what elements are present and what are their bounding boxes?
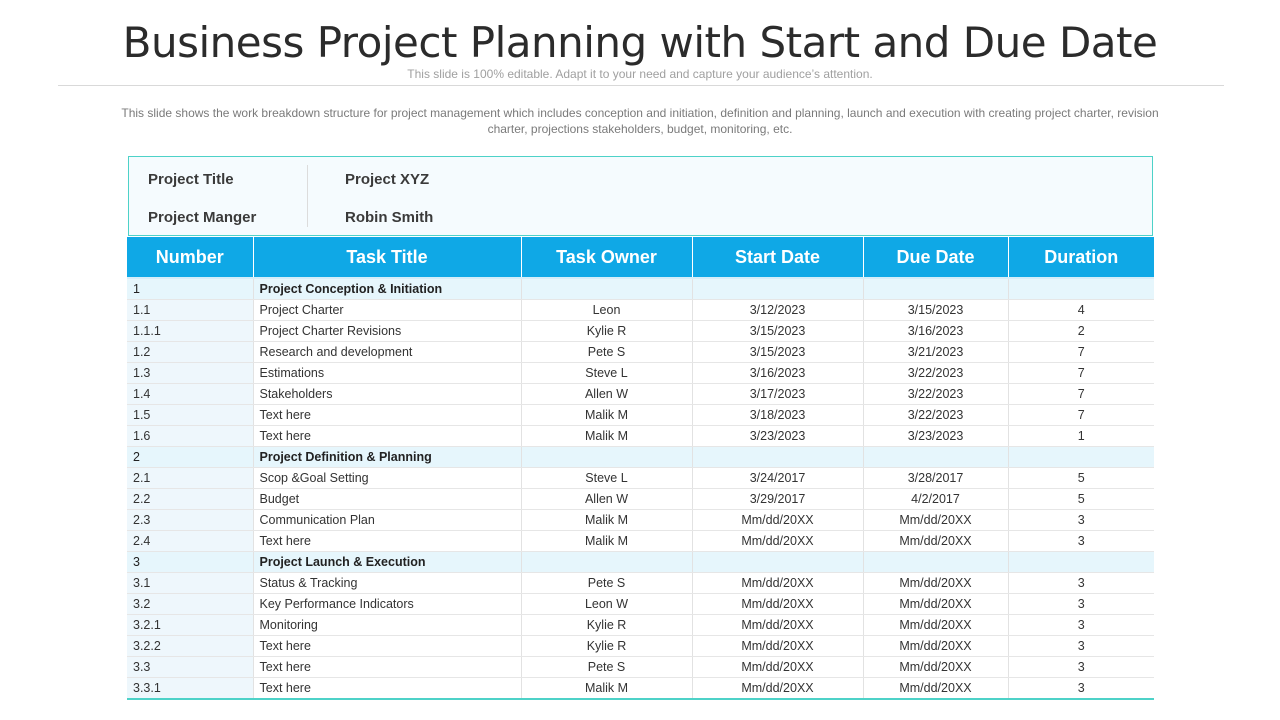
table-row — [127, 636, 1154, 657]
cell-number: 3.3.1 — [127, 678, 253, 700]
table-row — [127, 384, 1154, 405]
cell-due-date — [863, 552, 1008, 573]
cell-duration: 2 — [1008, 321, 1154, 342]
cell-number: 1.1.1 — [127, 321, 253, 342]
table-row — [127, 321, 1154, 342]
cell-task-title: Status & Tracking — [253, 573, 521, 594]
cell-task-owner: Pete S — [521, 342, 692, 363]
cell-number: 2.3 — [127, 510, 253, 531]
cell-task-owner: Malik M — [521, 531, 692, 552]
cell-duration: 3 — [1008, 510, 1154, 531]
cell-task-title: Estimations — [253, 363, 521, 384]
cell-task-title: Text here — [253, 678, 521, 700]
cell-start-date — [692, 447, 863, 468]
cell-task-owner: Steve L — [521, 363, 692, 384]
cell-due-date: Mm/dd/20XX — [863, 531, 1008, 552]
cell-duration: 7 — [1008, 405, 1154, 426]
cell-duration: 7 — [1008, 363, 1154, 384]
cell-task-title: Budget — [253, 489, 521, 510]
cell-start-date: 3/16/2023 — [692, 363, 863, 384]
cell-task-owner: Allen W — [521, 489, 692, 510]
task-table — [127, 237, 1154, 700]
cell-number: 2.4 — [127, 531, 253, 552]
cell-task-owner — [521, 552, 692, 573]
project-manager-label: Project Manger — [148, 209, 257, 226]
table-row — [127, 678, 1154, 700]
cell-due-date: 3/16/2023 — [863, 321, 1008, 342]
cell-task-owner — [521, 278, 692, 300]
table-row — [127, 510, 1154, 531]
cell-due-date — [863, 278, 1008, 300]
cell-start-date: 3/15/2023 — [692, 342, 863, 363]
cell-duration: 7 — [1008, 384, 1154, 405]
cell-task-title: Monitoring — [253, 615, 521, 636]
header-duration: Duration — [1008, 237, 1154, 278]
project-title-row — [129, 161, 1152, 199]
cell-due-date: Mm/dd/20XX — [863, 573, 1008, 594]
cell-due-date: Mm/dd/20XX — [863, 510, 1008, 531]
cell-task-owner — [521, 447, 692, 468]
section-row — [127, 552, 1154, 573]
cell-due-date — [863, 447, 1008, 468]
cell-start-date: Mm/dd/20XX — [692, 678, 863, 700]
cell-start-date: Mm/dd/20XX — [692, 615, 863, 636]
table-row — [127, 468, 1154, 489]
cell-start-date: Mm/dd/20XX — [692, 510, 863, 531]
project-info-box — [128, 156, 1153, 236]
cell-task-title: Text here — [253, 426, 521, 447]
cell-start-date: Mm/dd/20XX — [692, 636, 863, 657]
cell-number: 1.3 — [127, 363, 253, 384]
cell-start-date: 3/29/2017 — [692, 489, 863, 510]
cell-duration — [1008, 278, 1154, 300]
header-task-owner: Task Owner — [521, 237, 692, 278]
cell-task-owner: Kylie R — [521, 615, 692, 636]
cell-duration: 3 — [1008, 594, 1154, 615]
cell-task-title: Text here — [253, 531, 521, 552]
cell-task-owner: Malik M — [521, 405, 692, 426]
project-title-label: Project Title — [148, 171, 234, 188]
page-title: Business Project Planning with Start and Due Date — [122, 18, 1158, 67]
cell-task-title: Text here — [253, 405, 521, 426]
project-title-value: Project XYZ — [345, 171, 430, 188]
cell-due-date: 3/15/2023 — [863, 300, 1008, 321]
cell-start-date: Mm/dd/20XX — [692, 657, 863, 678]
project-manager-row — [129, 199, 1152, 237]
cell-start-date — [692, 278, 863, 300]
table-row — [127, 342, 1154, 363]
cell-task-title: Research and development — [253, 342, 521, 363]
page-description: This slide shows the work breakdown structure for project management which includes conception and initiation, definition and planning, launch and execution with creating project charter, revision charter, projections stakeholders, budget, monitoring, etc. — [121, 106, 1159, 136]
cell-task-owner: Pete S — [521, 573, 692, 594]
cell-task-owner: Pete S — [521, 657, 692, 678]
cell-due-date: Mm/dd/20XX — [863, 657, 1008, 678]
cell-due-date: 3/22/2023 — [863, 363, 1008, 384]
project-manager-value: Robin Smith — [345, 209, 434, 226]
cell-due-date: 3/21/2023 — [863, 342, 1008, 363]
cell-task-owner: Kylie R — [521, 321, 692, 342]
cell-duration: 5 — [1008, 468, 1154, 489]
cell-due-date: 3/28/2017 — [863, 468, 1008, 489]
cell-task-owner: Allen W — [521, 384, 692, 405]
title-divider — [58, 85, 1224, 86]
cell-number: 3.3 — [127, 657, 253, 678]
cell-duration: 3 — [1008, 678, 1154, 700]
cell-start-date: 3/18/2023 — [692, 405, 863, 426]
cell-duration: 3 — [1008, 573, 1154, 594]
table-row — [127, 489, 1154, 510]
cell-duration: 5 — [1008, 489, 1154, 510]
cell-duration: 4 — [1008, 300, 1154, 321]
cell-number: 3.2.1 — [127, 615, 253, 636]
page-subtitle: This slide is 100% editable. Adapt it to your need and capture your audience’s attention. — [407, 67, 873, 81]
table-row — [127, 300, 1154, 321]
cell-start-date: Mm/dd/20XX — [692, 594, 863, 615]
section-row — [127, 447, 1154, 468]
cell-task-title: Text here — [253, 657, 521, 678]
cell-task-title: Key Performance Indicators — [253, 594, 521, 615]
table-row — [127, 615, 1154, 636]
cell-duration — [1008, 447, 1154, 468]
task-table-body — [127, 278, 1154, 699]
cell-start-date: 3/24/2017 — [692, 468, 863, 489]
cell-duration: 3 — [1008, 531, 1154, 552]
cell-number: 1.2 — [127, 342, 253, 363]
table-row — [127, 657, 1154, 678]
header-start-date: Start Date — [692, 237, 863, 278]
cell-due-date: 3/23/2023 — [863, 426, 1008, 447]
cell-task-owner: Leon W — [521, 594, 692, 615]
cell-number: 1 — [127, 278, 253, 300]
cell-number: 1.6 — [127, 426, 253, 447]
table-row — [127, 573, 1154, 594]
table-row — [127, 594, 1154, 615]
section-row — [127, 278, 1154, 300]
cell-number: 1.1 — [127, 300, 253, 321]
cell-task-title: Text here — [253, 636, 521, 657]
cell-task-owner: Malik M — [521, 426, 692, 447]
cell-due-date: Mm/dd/20XX — [863, 678, 1008, 700]
cell-start-date: 3/17/2023 — [692, 384, 863, 405]
table-row — [127, 531, 1154, 552]
cell-due-date: 3/22/2023 — [863, 384, 1008, 405]
cell-task-owner: Kylie R — [521, 636, 692, 657]
cell-start-date — [692, 552, 863, 573]
cell-duration: 1 — [1008, 426, 1154, 447]
cell-duration: 3 — [1008, 636, 1154, 657]
header-number: Number — [127, 237, 253, 278]
cell-start-date: 3/23/2023 — [692, 426, 863, 447]
cell-task-title: Project Charter — [253, 300, 521, 321]
table-row — [127, 363, 1154, 384]
cell-duration — [1008, 552, 1154, 573]
cell-task-title: Project Charter Revisions — [253, 321, 521, 342]
cell-number: 2.2 — [127, 489, 253, 510]
cell-start-date: 3/12/2023 — [692, 300, 863, 321]
cell-task-title: Scop &Goal Setting — [253, 468, 521, 489]
cell-number: 2 — [127, 447, 253, 468]
cell-number: 1.4 — [127, 384, 253, 405]
cell-due-date: 4/2/2017 — [863, 489, 1008, 510]
header-due-date: Due Date — [863, 237, 1008, 278]
cell-number: 1.5 — [127, 405, 253, 426]
cell-task-title: Project Conception & Initiation — [253, 278, 521, 300]
table-row — [127, 426, 1154, 447]
cell-task-owner: Steve L — [521, 468, 692, 489]
cell-task-title: Project Definition & Planning — [253, 447, 521, 468]
cell-number: 3.1 — [127, 573, 253, 594]
cell-number: 3.2.2 — [127, 636, 253, 657]
cell-task-owner: Malik M — [521, 678, 692, 700]
cell-task-title: Project Launch & Execution — [253, 552, 521, 573]
cell-start-date: Mm/dd/20XX — [692, 531, 863, 552]
cell-number: 2.1 — [127, 468, 253, 489]
cell-task-title: Stakeholders — [253, 384, 521, 405]
cell-due-date: Mm/dd/20XX — [863, 594, 1008, 615]
table-row — [127, 405, 1154, 426]
cell-duration: 3 — [1008, 657, 1154, 678]
cell-task-owner: Malik M — [521, 510, 692, 531]
cell-start-date: Mm/dd/20XX — [692, 573, 863, 594]
cell-start-date: 3/15/2023 — [692, 321, 863, 342]
cell-duration: 3 — [1008, 615, 1154, 636]
cell-due-date: 3/22/2023 — [863, 405, 1008, 426]
header-task-title: Task Title — [253, 237, 521, 278]
cell-due-date: Mm/dd/20XX — [863, 615, 1008, 636]
cell-number: 3.2 — [127, 594, 253, 615]
table-header-row — [127, 237, 1154, 278]
cell-task-owner: Leon — [521, 300, 692, 321]
cell-duration: 7 — [1008, 342, 1154, 363]
cell-task-title: Communication Plan — [253, 510, 521, 531]
cell-number: 3 — [127, 552, 253, 573]
cell-due-date: Mm/dd/20XX — [863, 636, 1008, 657]
